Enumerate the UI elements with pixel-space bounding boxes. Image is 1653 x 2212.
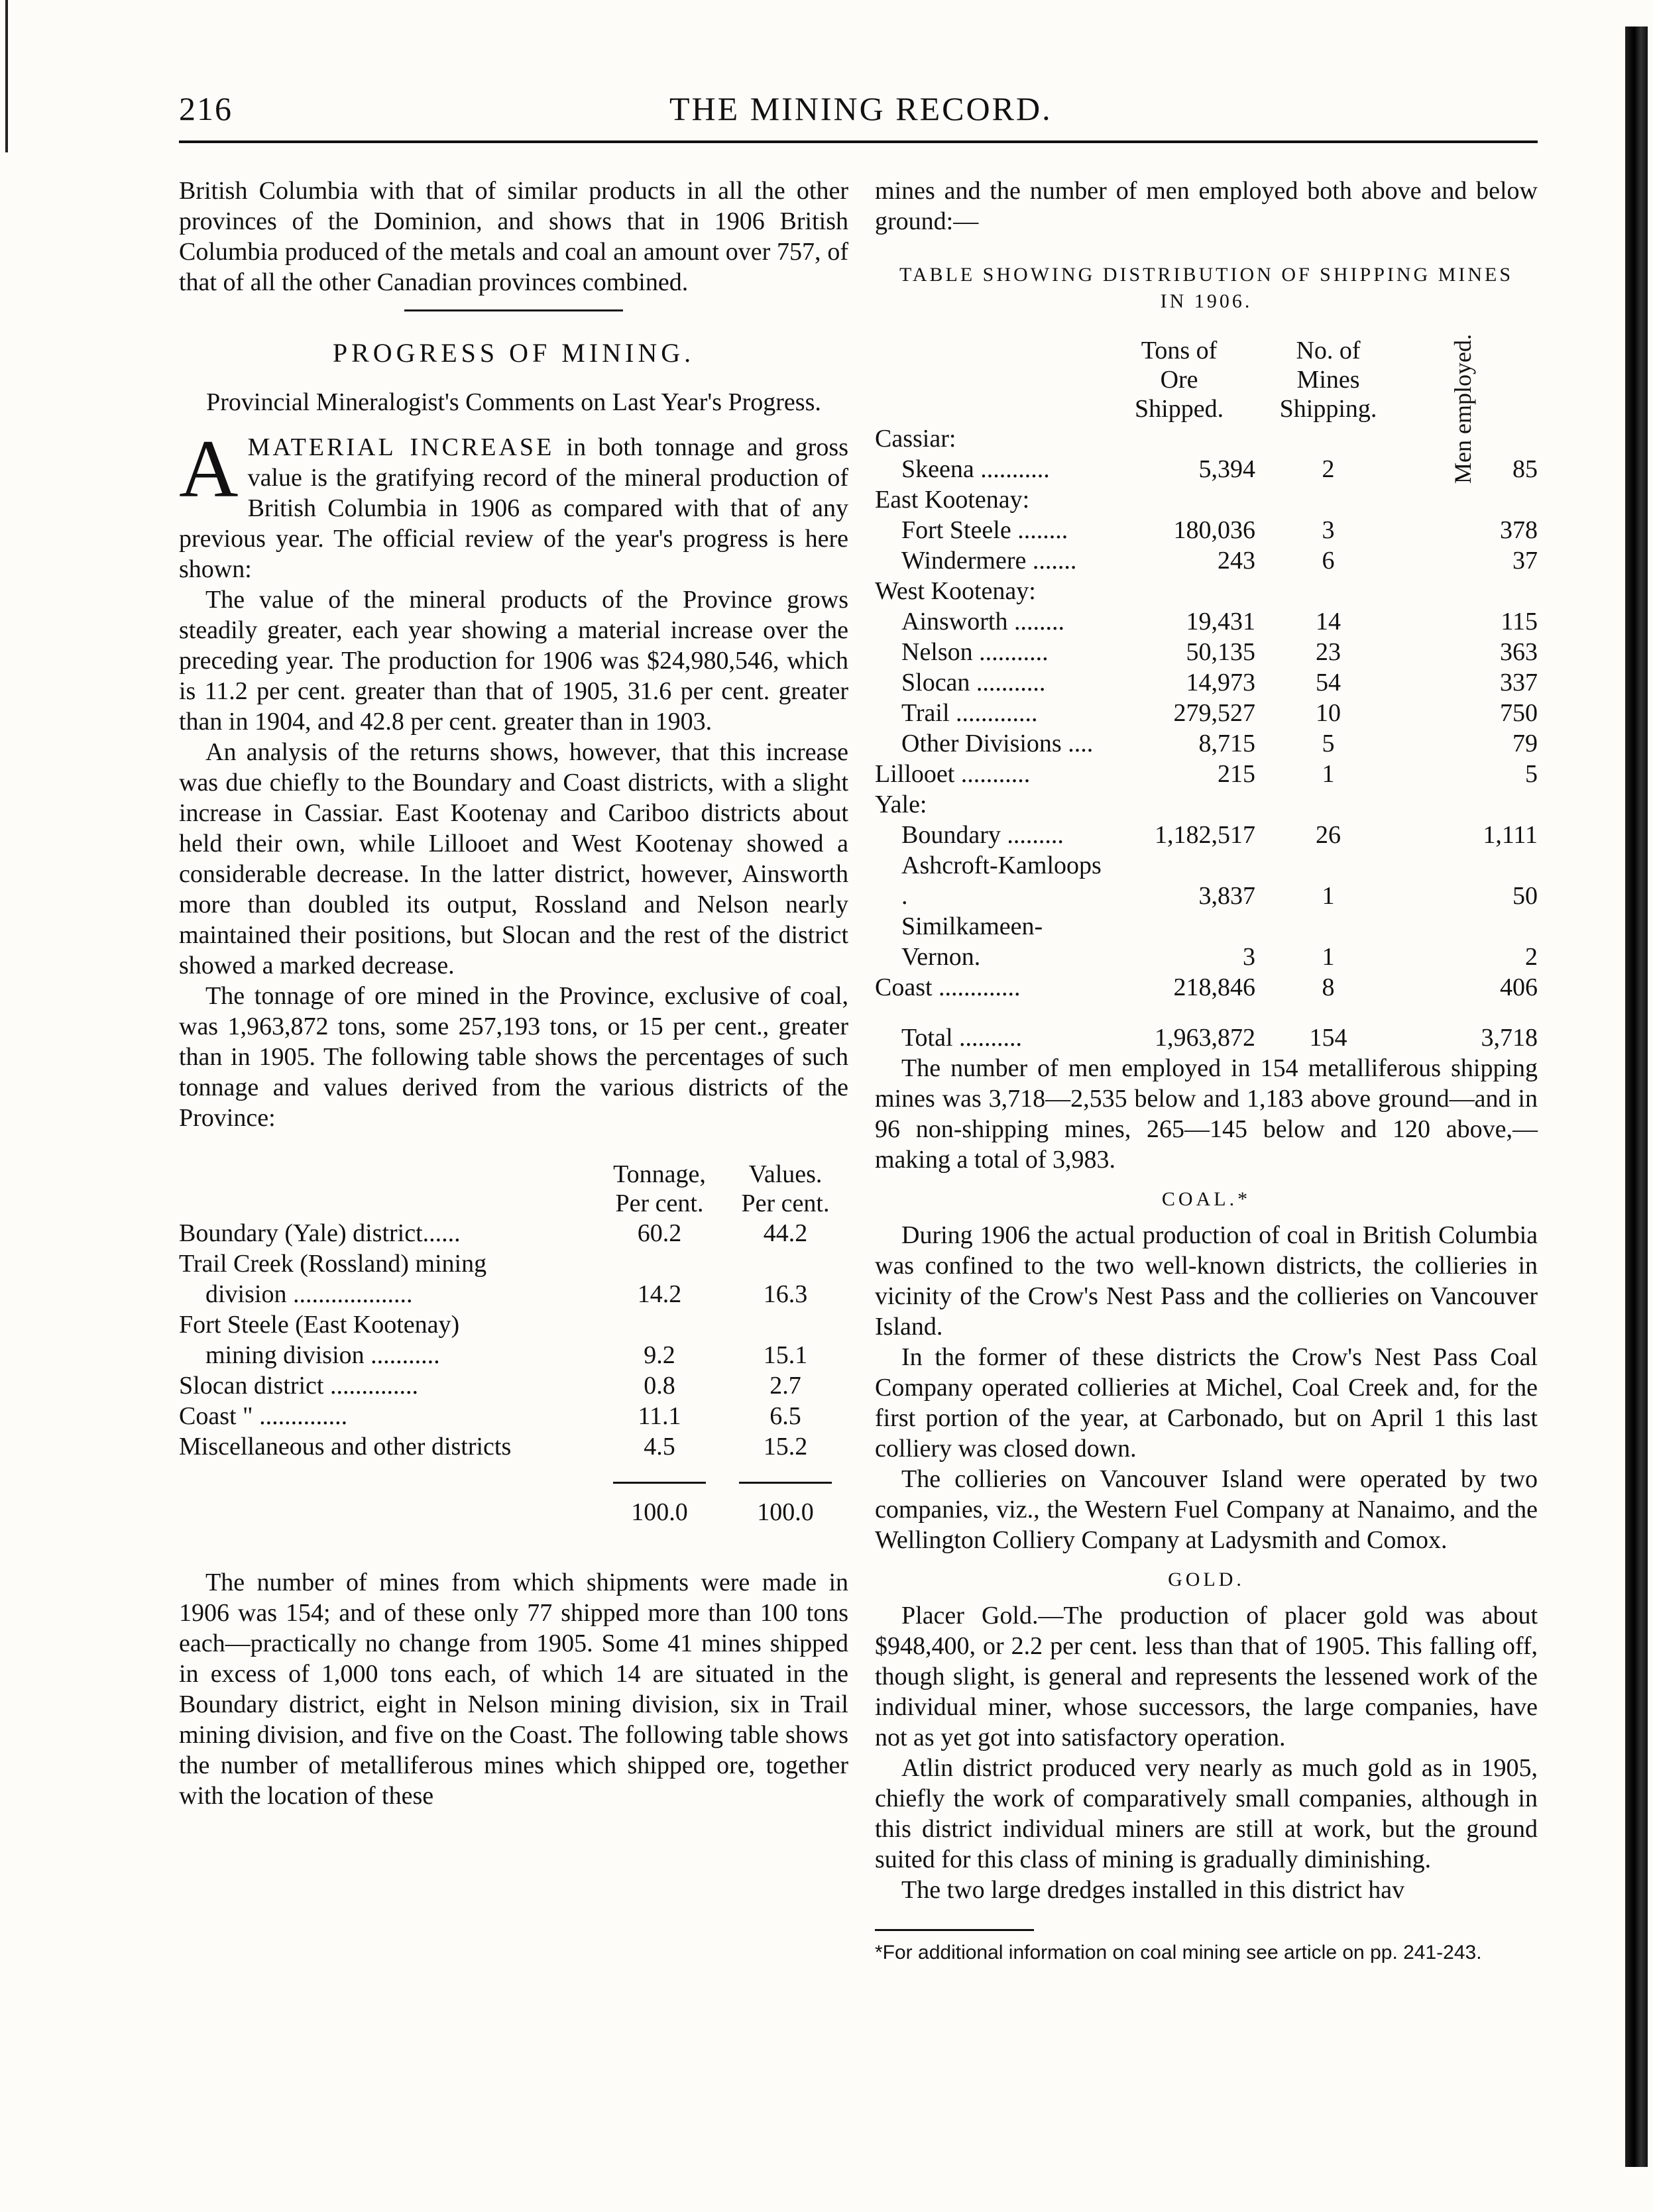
men-cell [1388, 789, 1538, 820]
table-row [179, 1309, 848, 1340]
paragraph: An analysis of the returns shows, however, that this increase was due chiefly to the Boundary and Coast districts, with a slight increase in Cassiar. East Kootenay and Cariboo districts about held their own, while Lillooet and West Kootenay showed a considerable decrease. In the latter district, however, Ainsworth more than doubled its output, Rossland and Nelson nearly maintained their positions, but Slocan and the rest of the district showed a marked decrease. [179, 738, 848, 979]
percentage-table [179, 1160, 848, 1527]
tons-cell [1103, 789, 1269, 820]
paragraph: The tonnage of ore mined in the Province, exclusive of coal, was 1,963,872 tons, some 257,193 tons, or 15 per cent., greater than in 1905. The following table shows the percentages of such tonnage and values derived from the various districts of the Province: [179, 982, 848, 1132]
tons-cell: 3 [1243, 943, 1256, 971]
table-header-row [875, 324, 1538, 423]
paragraph: The number of mines from which shipments were made in 1906 was 154; and of these only 77 shipped more than 100 tons each—practically no change from 1905. Some 41 mines shipped in excess of 1,000 tons each, of which 14 are situated in the Boundary district, eight in Nelson mining division, six in Trail mining division, and five on the Coast. The following table shows the number of metalliferous mines which shipped ore, together with the location of these [179, 1569, 848, 1810]
row-label: Yale: [875, 791, 927, 818]
men-cell: 85 [1512, 455, 1538, 483]
row-label: Slocan ........... [901, 669, 1046, 696]
paragraph: The number of men employed in 154 metalliferous shipping mines was 3,718—2,535 below and 1,183 above ground—and in 96 non-shipping mines, 265—145 below and 120 above,—making a total of 3,983. [875, 1054, 1538, 1174]
mines-cell: 6 [1322, 547, 1335, 575]
table-row [179, 1431, 848, 1462]
mines-cell: 54 [1316, 669, 1341, 696]
table-total-row [179, 1462, 848, 1527]
tonnage-cell: 4.5 [644, 1433, 675, 1461]
men-cell [1388, 576, 1538, 606]
men-cell: 115 [1501, 608, 1538, 636]
table-row [875, 728, 1538, 759]
tons-cell: 5,394 [1198, 455, 1256, 483]
scan-border-right [1625, 27, 1648, 2167]
men-cell: 337 [1500, 669, 1538, 696]
row-label: Slocan district .............. [179, 1372, 418, 1400]
column-header-tons: Tons of Ore Shipped. [1135, 337, 1224, 423]
table-row [875, 911, 1538, 972]
men-cell: 37 [1512, 547, 1538, 575]
row-label: Cassiar: [875, 425, 956, 453]
table-row [179, 1340, 848, 1370]
mines-cell: 26 [1316, 821, 1341, 849]
paragraph: mines and the number of men employed both above and below ground:— [875, 177, 1538, 235]
men-cell: 363 [1500, 638, 1538, 666]
table-row [875, 698, 1538, 728]
men-cell: 1,111 [1483, 821, 1538, 849]
footnote-rule [875, 1929, 1034, 1931]
tonnage-cell: 9.2 [644, 1341, 675, 1369]
table-row [875, 637, 1538, 667]
table-row [875, 484, 1538, 515]
row-label: Nelson ........... [901, 638, 1049, 666]
drop-cap: A [179, 423, 239, 514]
total-men: 3,718 [1481, 1024, 1538, 1052]
tonnage-cell: 0.8 [644, 1372, 675, 1400]
men-cell: 750 [1500, 699, 1538, 727]
table-row [179, 1279, 848, 1309]
mines-cell: 8 [1322, 973, 1335, 1001]
mines-cell: 1 [1322, 943, 1335, 971]
header-rule [179, 140, 1538, 143]
men-cell: 406 [1500, 973, 1538, 1001]
tonnage-cell: 14.2 [637, 1280, 682, 1308]
lead-words: MATERIAL INCREASE [247, 433, 555, 461]
table-row [875, 545, 1538, 576]
section-heading-coal: COAL.* [1161, 1188, 1251, 1210]
table-row [875, 850, 1538, 911]
total-values: 100.0 [739, 1482, 832, 1527]
running-title: THE MINING RECORD. [669, 90, 1053, 127]
column-header-values: Values. Per cent. [741, 1160, 830, 1217]
scan-border-left [5, 0, 8, 152]
men-cell: 378 [1500, 516, 1538, 544]
row-label: Ainsworth ........ [901, 608, 1064, 636]
table-row [875, 515, 1538, 545]
tons-cell: 19,431 [1186, 608, 1256, 636]
values-cell: 16.3 [763, 1280, 808, 1308]
percentage-table-body [179, 1218, 848, 1462]
table-row [875, 759, 1538, 789]
row-label: division ................... [205, 1280, 413, 1308]
table-row [875, 972, 1538, 1003]
mines-cell: 3 [1322, 516, 1335, 544]
mines-cell: 2 [1322, 455, 1335, 483]
values-cell: 15.2 [763, 1433, 808, 1461]
values-cell: 6.5 [770, 1402, 801, 1430]
column-header-mines: No. of Mines Shipping. [1279, 337, 1377, 423]
men-cell [1388, 484, 1538, 515]
section-subheading: Provincial Mineralogist's Comments on Last Year's Progress. [206, 388, 821, 416]
total-label: Total .......... [901, 1024, 1023, 1052]
tonnage-cell: 11.1 [638, 1402, 681, 1430]
mines-cell [1269, 423, 1388, 454]
column-header-men: Men employed. [1450, 334, 1477, 484]
row-label: East Kootenay: [875, 486, 1030, 514]
tons-cell: 1,182,517 [1155, 821, 1256, 849]
tons-cell: 218,846 [1173, 973, 1256, 1001]
tons-cell: 8,715 [1198, 730, 1256, 757]
section-heading: PROGRESS OF MINING. [332, 338, 695, 368]
row-label: Lillooet ........... [875, 760, 1031, 788]
section-heading-gold: GOLD. [1168, 1569, 1245, 1590]
row-label: Other Divisions .... [901, 730, 1094, 757]
page-header [179, 89, 1538, 136]
mines-cell: 1 [1322, 760, 1335, 788]
table-header-row [179, 1160, 848, 1218]
lead-text: in both tonnage and gross value is the gratifying record of the mineral production of British Columbia in 1906 as compared with that of any previous year. The official review of the year's progress is here shown: [179, 433, 848, 583]
tons-cell: 14,973 [1186, 669, 1256, 696]
table-row [875, 606, 1538, 637]
shipping-mines-table [875, 324, 1538, 1053]
tons-cell: 50,135 [1186, 638, 1256, 666]
paragraph: Placer Gold.—The production of placer gold was about $948,400, or 2.2 per cent. less than that of 1905. This falling off, though slight, is general and represents the lessened work of the individual miner, whose successors, the large companies, have not as yet got into satisfactory operation. [875, 1602, 1538, 1751]
tons-cell: 243 [1218, 547, 1256, 575]
total-tonnage: 100.0 [613, 1482, 706, 1527]
table-row [875, 454, 1538, 484]
paragraph: The two large dredges installed in this district hav [901, 1876, 1405, 1904]
table-row [875, 789, 1538, 820]
tons-cell: 3,837 [1198, 882, 1256, 910]
table-row [179, 1370, 848, 1401]
shipping-table-body [875, 423, 1538, 1003]
paragraph: British Columbia with that of similar products in all the other provinces of the Dominion, and shows that in 1906 British Columbia produced of the metals and coal an amount over 757, of that of all the other Canadian provinces combined. [179, 177, 848, 296]
right-column [875, 176, 1538, 1965]
paragraph: During 1906 the actual production of coal in British Columbia was confined to the two well-known districts, the collieries in vicinity of the Crow's Nest Pass and the collieries on Vancouver Island. [875, 1221, 1538, 1341]
tons-cell: 215 [1218, 760, 1256, 788]
tons-cell: 279,527 [1173, 699, 1256, 727]
row-label: Similkameen-Vernon. [901, 912, 1043, 971]
mines-cell: 23 [1316, 638, 1341, 666]
men-cell: 50 [1512, 882, 1538, 910]
total-tons: 1,963,872 [1155, 1024, 1256, 1052]
table-row [875, 667, 1538, 698]
lead-paragraph [179, 423, 848, 584]
tons-cell [1103, 423, 1269, 454]
row-label: Boundary (Yale) district...... [179, 1219, 461, 1247]
paragraph: The value of the mineral products of the Province grows steadily greater, each year showing a material increase over the preceding year. The production for 1906 was $24,980,546, which is 11.2 per cent. greater than that of 1905, 31.6 per cent. greater than in 1904, and 42.8 per cent. greater than in 1903. [179, 586, 848, 736]
tons-cell [1103, 484, 1269, 515]
mines-cell [1269, 484, 1388, 515]
page-number: 216 [179, 90, 233, 127]
table-row [179, 1218, 848, 1248]
row-label: Miscellaneous and other districts [179, 1433, 512, 1461]
left-column [179, 176, 848, 1811]
row-label: West Kootenay: [875, 577, 1036, 605]
row-label: Coast " .............. [179, 1402, 348, 1430]
table-row [875, 423, 1538, 454]
men-cell: 2 [1525, 943, 1538, 971]
column-header-tonnage: Tonnage, Per cent. [613, 1160, 706, 1217]
tons-cell: 180,036 [1173, 516, 1256, 544]
men-cell: 79 [1512, 730, 1538, 757]
table-row [179, 1401, 848, 1431]
paragraph: In the former of these districts the Crow's Nest Pass Coal Company operated collieries at Michel, Coal Creek and, for the first portion of the year, at Carbonado, but on April 1 this last colliery was closed down. [875, 1343, 1538, 1463]
footnote: *For additional information on coal mining see article on pp. 241-243. [875, 1942, 1482, 1963]
row-label: Fort Steele ........ [901, 516, 1068, 544]
table-total-row [875, 1003, 1538, 1053]
mines-cell: 10 [1316, 699, 1341, 727]
row-label: Fort Steele (East Kootenay) [179, 1311, 460, 1339]
table-row [179, 1248, 848, 1279]
total-mines: 154 [1309, 1024, 1347, 1052]
tonnage-cell: 60.2 [637, 1219, 682, 1247]
table-caption: TABLE SHOWING DISTRIBUTION OF SHIPPING MINES IN 1906. [899, 264, 1514, 312]
section-rule [404, 309, 623, 311]
row-label: Ashcroft-Kamloops . [901, 852, 1102, 910]
table-row [875, 820, 1538, 850]
table-row [875, 576, 1538, 606]
values-cell: 2.7 [770, 1372, 801, 1400]
row-label: mining division ........... [205, 1341, 440, 1369]
mines-cell: 5 [1322, 730, 1335, 757]
row-label: Trail ............. [901, 699, 1038, 727]
values-cell: 44.2 [763, 1219, 808, 1247]
tons-cell [1103, 576, 1269, 606]
row-label: Skeena ........... [901, 455, 1050, 483]
mines-cell [1269, 789, 1388, 820]
mines-cell [1269, 576, 1388, 606]
paragraph: The collieries on Vancouver Island were operated by two companies, viz., the Western Fuel Company at Nanaimo, and the Wellington Colliery Company at Ladysmith and Comox. [875, 1465, 1538, 1554]
row-label: Trail Creek (Rossland) mining [179, 1250, 487, 1278]
men-cell: 5 [1525, 760, 1538, 788]
paragraph: Atlin district produced very nearly as much gold as in 1905, chiefly the work of comparatively small companies, although in this district individual miners are still at work, but the ground suited for this class of mining is gradually diminishing. [875, 1754, 1538, 1873]
row-label: Coast ............. [875, 973, 1021, 1001]
row-label: Boundary ......... [901, 821, 1064, 849]
mines-cell: 14 [1316, 608, 1341, 636]
row-label: Windermere ....... [901, 547, 1077, 575]
values-cell: 15.1 [763, 1341, 808, 1369]
mines-cell: 1 [1322, 882, 1335, 910]
